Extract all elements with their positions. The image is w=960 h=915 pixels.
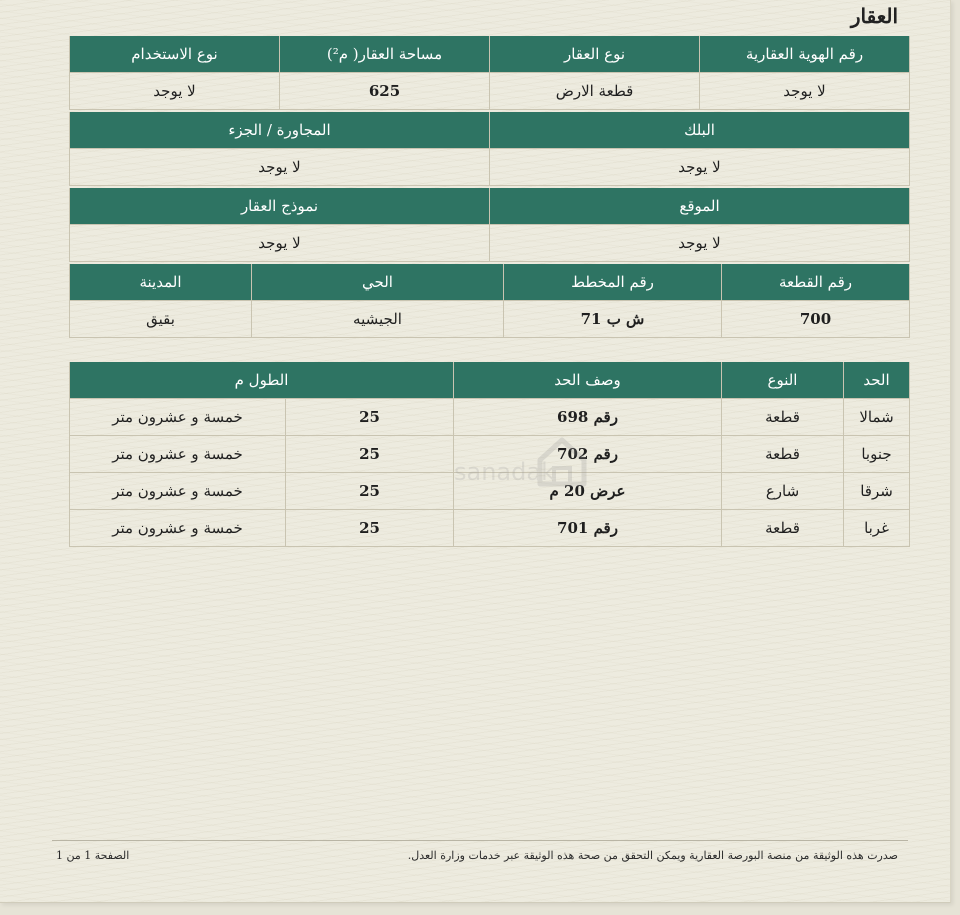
table-row	[70, 149, 910, 186]
table-header-row	[70, 362, 910, 399]
boundaries-table	[69, 362, 910, 547]
header-plot-number: رقم القطعة	[722, 264, 910, 301]
header-district: الحي	[252, 264, 504, 301]
header-boundary-type: النوع	[722, 362, 844, 399]
page-number: الصفحة 1 من 1	[56, 849, 130, 862]
boundary-side: جنوبا	[844, 436, 910, 473]
header-property-type: نوع العقار	[490, 36, 700, 73]
boundary-length-words: خمسة و عشرون متر	[70, 473, 286, 510]
boundary-side: غربا	[844, 510, 910, 547]
value-neighborhood-part: لا يوجد	[70, 149, 490, 186]
value-property-area: 625	[280, 73, 490, 110]
section-title: العقار	[850, 4, 898, 28]
table-row	[70, 473, 910, 510]
value-usage-type: لا يوجد	[70, 73, 280, 110]
value-property-model: لا يوجد	[70, 225, 490, 262]
boundary-length-words: خمسة و عشرون متر	[70, 399, 286, 436]
location-table	[69, 188, 910, 262]
boundary-type: شارع	[722, 473, 844, 510]
boundary-type: قطعة	[722, 510, 844, 547]
value-plan-number: ش ب 71	[504, 301, 722, 338]
header-plan-number: رقم المخطط	[504, 264, 722, 301]
boundary-side: شمالا	[844, 399, 910, 436]
boundary-type: قطعة	[722, 436, 844, 473]
boundary-description: عرض 20 م	[454, 473, 722, 510]
table-row	[70, 73, 910, 110]
block-table	[69, 112, 910, 186]
value-property-id: لا يوجد	[700, 73, 910, 110]
boundary-length-words: خمسة و عشرون متر	[70, 436, 286, 473]
table-header-row	[70, 112, 910, 149]
plot-table	[69, 264, 910, 338]
watermark-text: sanadak	[454, 458, 555, 486]
boundary-description: رقم 698	[454, 399, 722, 436]
table-header-row	[70, 188, 910, 225]
header-usage-type: نوع الاستخدام	[70, 36, 280, 73]
table-header-row	[70, 36, 910, 73]
header-property-id: رقم الهوية العقارية	[700, 36, 910, 73]
boundary-description: رقم 702	[454, 436, 722, 473]
table-row	[70, 225, 910, 262]
boundary-type: قطعة	[722, 399, 844, 436]
boundary-side: شرقا	[844, 473, 910, 510]
value-city: بقيق	[70, 301, 252, 338]
header-property-area: مساحة العقار( م²)	[280, 36, 490, 73]
footer-divider	[52, 840, 908, 841]
table-row	[70, 510, 910, 547]
value-property-type: قطعة الارض	[490, 73, 700, 110]
header-location: الموقع	[490, 188, 910, 225]
footer-note: صدرت هذه الوثيقة من منصة البورصة العقارية ويمكن التحقق من صحة هذه الوثيقة عبر خدمات وزارة العدل.	[407, 849, 898, 862]
value-district: الجيشيه	[252, 301, 504, 338]
header-length: الطول م	[70, 362, 454, 399]
property-info-table	[69, 36, 910, 110]
value-location: لا يوجد	[490, 225, 910, 262]
boundary-length: 25	[286, 436, 454, 473]
value-plot-number: 700	[722, 301, 910, 338]
header-block: البلك	[490, 112, 910, 149]
value-block: لا يوجد	[490, 149, 910, 186]
boundary-length: 25	[286, 510, 454, 547]
boundary-length: 25	[286, 399, 454, 436]
table-row	[70, 301, 910, 338]
table-header-row	[70, 264, 910, 301]
header-property-model: نموذج العقار	[70, 188, 490, 225]
boundary-description: رقم 701	[454, 510, 722, 547]
table-row	[70, 399, 910, 436]
boundary-length-words: خمسة و عشرون متر	[70, 510, 286, 547]
header-neighborhood-part: المجاورة / الجزء	[70, 112, 490, 149]
boundary-length: 25	[286, 473, 454, 510]
header-boundary-description: وصف الحد	[454, 362, 722, 399]
header-boundary: الحد	[844, 362, 910, 399]
table-row	[70, 436, 910, 473]
header-city: المدينة	[70, 264, 252, 301]
